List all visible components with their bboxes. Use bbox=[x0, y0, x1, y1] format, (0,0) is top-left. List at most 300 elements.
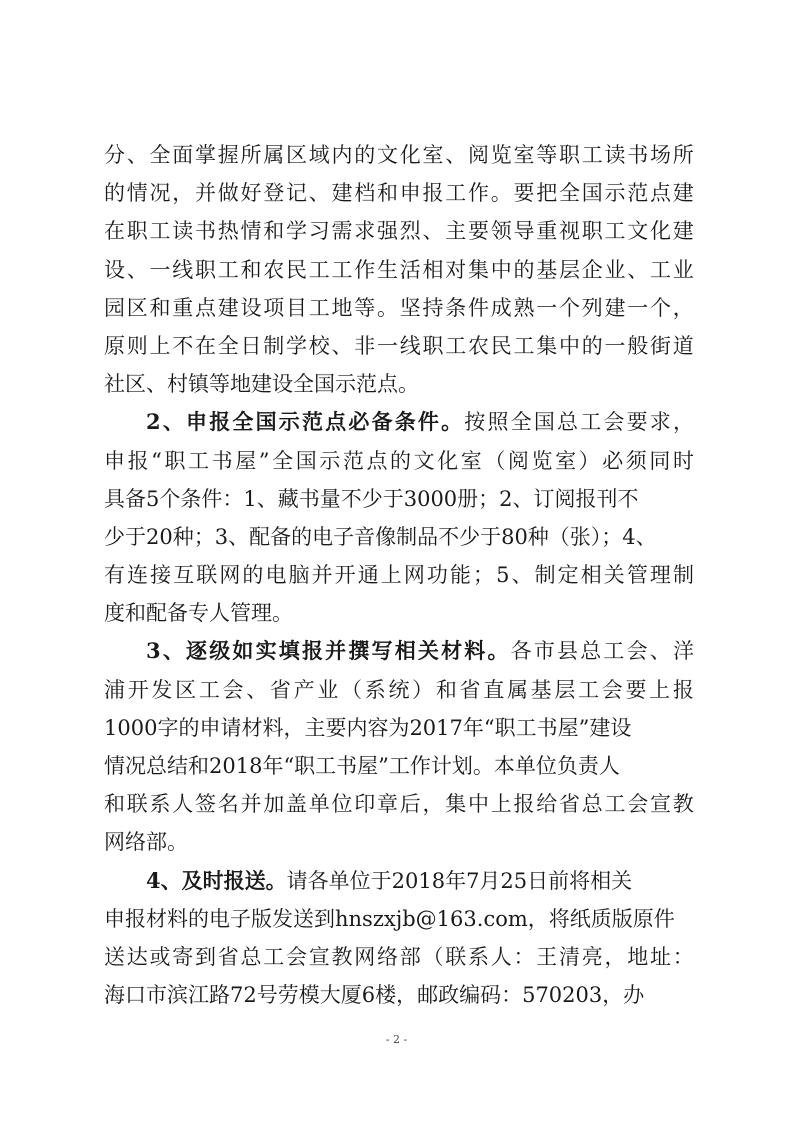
heading-char: 、 bbox=[162, 409, 184, 435]
text-char: 农 bbox=[263, 257, 285, 282]
text-char: 好 bbox=[240, 181, 262, 206]
text-char: 须 bbox=[625, 448, 647, 473]
text-char: ， bbox=[672, 295, 694, 320]
text-char: 并 bbox=[311, 563, 333, 588]
text-char: 要 bbox=[626, 410, 648, 435]
text-char: 并 bbox=[195, 181, 216, 206]
text-char: 档 bbox=[354, 181, 376, 206]
line-text: 申报材料的电子版发送到hnszxjb@163.com，将纸质版原件 bbox=[104, 906, 675, 931]
text-char: （ bbox=[484, 448, 506, 473]
text-char: 对 bbox=[445, 257, 467, 282]
text-char: 文 bbox=[413, 448, 435, 473]
heading-char: 材 bbox=[441, 638, 463, 664]
text-char: 览 bbox=[531, 448, 553, 473]
text-char: 室 bbox=[513, 143, 535, 167]
text-char: 属 bbox=[263, 143, 285, 167]
text-char: 基 bbox=[530, 677, 552, 702]
text-char: 人 bbox=[172, 792, 194, 817]
text-char: 业 bbox=[672, 257, 694, 282]
text-char: 会 bbox=[222, 677, 244, 702]
text-char: 生 bbox=[377, 257, 398, 282]
text-char: 集 bbox=[468, 257, 489, 282]
text-char: 总 bbox=[580, 639, 602, 664]
text-char: 报 bbox=[513, 792, 535, 817]
text-char: 一 bbox=[377, 333, 398, 358]
text-char: 会 bbox=[286, 944, 307, 969]
text-char: 园 bbox=[104, 295, 125, 320]
text-char: 民 bbox=[490, 333, 512, 358]
text-char: 网 bbox=[354, 944, 376, 969]
text-char: 的 bbox=[513, 257, 535, 282]
text-char: 会 bbox=[603, 410, 625, 435]
text-char: 送 bbox=[104, 944, 125, 969]
line-text: 网络部。 bbox=[104, 830, 188, 855]
text-char: 的 bbox=[390, 448, 412, 473]
text-char: 理 bbox=[649, 563, 671, 588]
text-char: 道 bbox=[672, 333, 694, 358]
text-char: 建 bbox=[217, 295, 239, 320]
heading-char: 示 bbox=[278, 409, 300, 435]
text-char: 总 bbox=[557, 410, 578, 435]
heading-char: 条 bbox=[394, 409, 416, 435]
text-char: 、 bbox=[445, 143, 467, 167]
text-char: 情 bbox=[126, 181, 148, 206]
text-char: 开 bbox=[334, 563, 356, 588]
line-text: 情况总结和2018年“职工书屋”工作计划。本单位负责人 bbox=[104, 754, 620, 778]
text-char: 。 bbox=[490, 181, 512, 206]
text-char: 相 bbox=[422, 257, 444, 282]
text-char: 求 bbox=[649, 410, 671, 435]
text-char: 总 bbox=[240, 944, 262, 969]
text-char: 全 bbox=[149, 143, 171, 167]
text-char: 建 bbox=[604, 295, 626, 320]
text-char: 文 bbox=[627, 219, 649, 244]
text-char: 不 bbox=[172, 333, 194, 358]
text-char: 点 bbox=[650, 181, 671, 206]
text-char: 学 bbox=[286, 333, 307, 358]
text-char: 、 bbox=[308, 181, 330, 206]
text-char: 区 bbox=[175, 677, 197, 702]
heading-char: 件 bbox=[417, 409, 439, 435]
text-char: 王 bbox=[536, 944, 558, 969]
text-char: 般 bbox=[627, 333, 649, 358]
text-char: 层 bbox=[559, 257, 580, 282]
text-char: 、 bbox=[627, 257, 649, 282]
text-char: 文 bbox=[377, 143, 398, 167]
text-char: 读 bbox=[172, 219, 194, 244]
text-char: 盖 bbox=[286, 792, 307, 817]
heading-char: 相 bbox=[394, 638, 416, 664]
text-char: 情 bbox=[240, 219, 262, 244]
heading-char: 料 bbox=[464, 638, 486, 664]
text-char: ， bbox=[604, 944, 626, 969]
text-char: 所 bbox=[672, 143, 694, 167]
text-char: 有 bbox=[104, 563, 125, 588]
text-char: 熟 bbox=[513, 295, 535, 320]
text-char: 原 bbox=[104, 333, 125, 358]
text-char: 上 bbox=[380, 563, 402, 588]
text-char: 范 bbox=[627, 181, 649, 206]
text-char: ； bbox=[473, 563, 494, 588]
page-number: - 2 - bbox=[385, 1033, 408, 1046]
body-line bbox=[104, 174, 694, 212]
heading-char: 、 bbox=[162, 638, 184, 664]
text-char: 报 bbox=[127, 448, 149, 473]
text-char: 工 bbox=[445, 333, 467, 358]
text-char: 关 bbox=[603, 563, 625, 588]
text-char: 建 bbox=[672, 181, 694, 206]
text-char: 宣 bbox=[308, 944, 330, 969]
line-text: 少于20种；3、配备的电子音像制品不少于80种（张）；4、 bbox=[104, 524, 657, 549]
text-char: 握 bbox=[217, 143, 239, 167]
text-char: 络 bbox=[377, 944, 398, 969]
text-char: 业 bbox=[604, 257, 626, 282]
text-char: 成 bbox=[490, 295, 512, 320]
heading-char: 并 bbox=[325, 638, 347, 664]
text-char: 条 bbox=[445, 295, 467, 320]
text-char: ） bbox=[578, 448, 600, 473]
text-char: 属 bbox=[506, 677, 528, 702]
body-line bbox=[104, 480, 694, 518]
text-char: 省 bbox=[559, 792, 580, 817]
text-char: 网 bbox=[403, 563, 425, 588]
text-char: 在 bbox=[195, 333, 216, 358]
text-char: 工 bbox=[650, 257, 671, 282]
heading-char: 范 bbox=[301, 409, 323, 435]
text-char: 系 bbox=[149, 792, 171, 817]
text-char: 中 bbox=[559, 333, 580, 358]
text-char: （ bbox=[422, 944, 444, 969]
text-char: 宣 bbox=[650, 792, 671, 817]
text-char: 5 bbox=[496, 563, 510, 588]
text-char: 重 bbox=[536, 219, 558, 244]
text-char: 示 bbox=[604, 181, 626, 206]
text-char: 点 bbox=[195, 295, 216, 320]
text-char: 线 bbox=[399, 333, 421, 358]
text-char: 区 bbox=[126, 295, 148, 320]
text-char: 联 bbox=[196, 563, 218, 588]
text-char: 管 bbox=[626, 563, 648, 588]
text-char: 统 bbox=[388, 677, 410, 702]
text-char: 登 bbox=[263, 181, 285, 206]
body-line bbox=[104, 365, 694, 403]
body-line bbox=[104, 671, 694, 709]
heading-char: 填 bbox=[278, 638, 300, 664]
heading-char: 3 bbox=[146, 638, 161, 664]
text-char: 和 bbox=[149, 295, 171, 320]
body-line bbox=[104, 594, 694, 632]
body-line bbox=[104, 938, 694, 976]
text-char: 加 bbox=[263, 792, 285, 817]
text-char: 功 bbox=[426, 563, 448, 588]
text-char: 位 bbox=[331, 792, 353, 817]
text-char: 室 bbox=[555, 448, 577, 473]
text-char: 民 bbox=[286, 257, 307, 282]
text-char: 工 bbox=[603, 639, 625, 664]
text-char: 的 bbox=[354, 143, 376, 167]
text-char: 强 bbox=[377, 219, 398, 244]
heading-char: 必 bbox=[348, 409, 370, 435]
text-char: 坚 bbox=[399, 295, 421, 320]
text-char: 职 bbox=[195, 257, 216, 282]
text-char: 清 bbox=[559, 944, 580, 969]
text-char: 工 bbox=[604, 219, 626, 244]
text-char: 的 bbox=[242, 563, 264, 588]
text-char: 化 bbox=[399, 143, 421, 167]
text-char: 省 bbox=[217, 944, 239, 969]
text-char: 和 bbox=[435, 677, 457, 702]
text-char: ， bbox=[172, 181, 194, 206]
text-char: 建 bbox=[331, 181, 353, 206]
heading-char: 逐 bbox=[186, 638, 207, 664]
text-char: 阅 bbox=[468, 143, 489, 167]
body-line bbox=[104, 136, 694, 174]
line-text: 请各单位于2018年7月25日前将相关 bbox=[286, 868, 633, 893]
text-char: 工 bbox=[581, 143, 603, 167]
text-char: 工 bbox=[263, 944, 285, 969]
heading-char: 。 bbox=[441, 409, 463, 435]
text-char: 、 bbox=[126, 143, 148, 167]
text-char: 和 bbox=[263, 219, 285, 244]
text-char: 电 bbox=[265, 563, 287, 588]
text-char: 读 bbox=[604, 143, 626, 167]
heading-char: 级 bbox=[209, 638, 231, 664]
text-char: 工 bbox=[188, 448, 210, 473]
document-body bbox=[104, 136, 694, 1014]
text-char: 地 bbox=[627, 944, 649, 969]
text-char: 学 bbox=[286, 219, 307, 244]
text-char: 全 bbox=[559, 181, 580, 206]
text-char: 工 bbox=[331, 257, 353, 282]
text-char: 视 bbox=[559, 219, 580, 244]
body-line bbox=[104, 785, 694, 823]
text-char: 会 bbox=[601, 677, 623, 702]
text-char: 屋 bbox=[235, 448, 257, 473]
text-char: 烈 bbox=[399, 219, 421, 244]
text-char: 领 bbox=[490, 219, 512, 244]
text-char: 制 bbox=[672, 563, 694, 588]
heading-char: 国 bbox=[255, 409, 277, 435]
text-char: 个 bbox=[650, 295, 671, 320]
line-text: 1000字的申请材料，主要内容为2017年“职工书屋”建设 bbox=[104, 715, 632, 740]
text-char: 和 bbox=[377, 181, 398, 206]
text-char: 掌 bbox=[195, 143, 216, 167]
text-char: 域 bbox=[308, 143, 330, 167]
text-char: 则 bbox=[126, 333, 148, 358]
text-char: ： bbox=[513, 944, 535, 969]
section-heading-line bbox=[104, 862, 694, 900]
text-char: 中 bbox=[468, 792, 489, 817]
text-char: 照 bbox=[487, 410, 509, 435]
text-char: 印 bbox=[354, 792, 376, 817]
text-char: 览 bbox=[490, 143, 512, 167]
line-text: 度和配备专人管理。 bbox=[104, 601, 293, 626]
text-char: 列 bbox=[581, 295, 603, 320]
heading-char: 报 bbox=[209, 409, 231, 435]
text-char: 把 bbox=[536, 181, 558, 206]
text-char: 要 bbox=[513, 181, 535, 206]
text-char: 申 bbox=[399, 181, 421, 206]
text-char: 集 bbox=[536, 333, 558, 358]
text-char: （ bbox=[341, 677, 363, 702]
text-char: 工 bbox=[580, 410, 602, 435]
text-char: 书 bbox=[627, 143, 649, 167]
text-char: 必 bbox=[602, 448, 624, 473]
text-char: 教 bbox=[672, 792, 694, 817]
text-char: 国 bbox=[581, 181, 603, 206]
body-line bbox=[104, 518, 694, 556]
text-char: 记 bbox=[286, 181, 307, 206]
text-char: 设 bbox=[240, 295, 262, 320]
text-char: 和 bbox=[240, 257, 262, 282]
text-char: 名 bbox=[217, 792, 239, 817]
text-char: 、 bbox=[511, 563, 533, 588]
text-char: 脑 bbox=[288, 563, 310, 588]
heading-char: 。 bbox=[487, 638, 509, 664]
text-char: 件 bbox=[468, 295, 489, 320]
text-char: 发 bbox=[151, 677, 173, 702]
text-char: 达 bbox=[126, 944, 148, 969]
text-char: 章 bbox=[377, 792, 398, 817]
text-char: 一 bbox=[149, 257, 171, 282]
text-char: 工 bbox=[604, 792, 626, 817]
text-char: 工 bbox=[513, 333, 535, 358]
text-char: 工 bbox=[308, 295, 330, 320]
text-char: 作 bbox=[468, 181, 489, 206]
text-char: 重 bbox=[172, 295, 194, 320]
section-heading-line bbox=[104, 403, 694, 441]
heading-char: 点 bbox=[325, 409, 347, 435]
text-char: 总 bbox=[581, 792, 603, 817]
text-char: 给 bbox=[536, 792, 558, 817]
text-char: 一 bbox=[536, 295, 558, 320]
text-char: 上 bbox=[149, 333, 171, 358]
text-char: 企 bbox=[581, 257, 603, 282]
text-char: 街 bbox=[650, 333, 671, 358]
text-char: 亮 bbox=[581, 944, 603, 969]
body-line bbox=[104, 900, 694, 938]
text-char: 日 bbox=[240, 333, 262, 358]
heading-char: 备 bbox=[371, 409, 393, 435]
text-char: 报 bbox=[672, 677, 694, 702]
text-char: 连 bbox=[127, 563, 149, 588]
text-char: 建 bbox=[672, 219, 694, 244]
text-char: 制 bbox=[534, 563, 556, 588]
heading-char: 撰 bbox=[348, 638, 370, 664]
text-char: 一 bbox=[627, 295, 649, 320]
text-char: 部 bbox=[399, 944, 421, 969]
text-char: 省 bbox=[459, 677, 481, 702]
text-char: 申 bbox=[104, 448, 125, 473]
text-char: 书 bbox=[195, 219, 216, 244]
text-char: 会 bbox=[626, 639, 648, 664]
text-char: 地 bbox=[331, 295, 353, 320]
text-char: 职 bbox=[126, 219, 148, 244]
text-char: ： bbox=[672, 944, 694, 969]
text-char: 等 bbox=[354, 295, 376, 320]
text-char: 中 bbox=[490, 257, 512, 282]
text-char: 互 bbox=[173, 563, 195, 588]
text-char: 全 bbox=[272, 448, 294, 473]
heading-char: 2 bbox=[146, 409, 161, 435]
text-char: 区 bbox=[286, 143, 307, 167]
text-char: 职 bbox=[164, 448, 186, 473]
text-char: 点 bbox=[366, 448, 388, 473]
text-char: 职 bbox=[559, 143, 580, 167]
line-text: 社区、村镇等地建设全国示范点。 bbox=[104, 372, 419, 397]
text-char: 人 bbox=[490, 944, 512, 969]
text-char: 签 bbox=[195, 792, 216, 817]
text-char: 教 bbox=[331, 944, 353, 969]
text-char: 设 bbox=[104, 257, 125, 282]
text-char: 系 bbox=[364, 677, 386, 702]
text-char: 寄 bbox=[172, 944, 194, 969]
text-char: 、 bbox=[649, 639, 671, 664]
text-char: 工 bbox=[198, 677, 220, 702]
text-char: ， bbox=[422, 792, 444, 817]
line-text: 海口市滨江路72号劳模大厦6楼，邮政编码：570203，办 bbox=[104, 983, 645, 1008]
text-char: 职 bbox=[581, 219, 603, 244]
text-char: 并 bbox=[240, 792, 262, 817]
text-char: 系 bbox=[468, 944, 489, 969]
text-char: 接 bbox=[150, 563, 172, 588]
body-line bbox=[104, 556, 694, 594]
body-line bbox=[104, 327, 694, 365]
text-char: 市 bbox=[533, 639, 555, 664]
text-char: 热 bbox=[217, 219, 239, 244]
text-char: 化 bbox=[650, 219, 671, 244]
text-char: 场 bbox=[650, 143, 671, 167]
text-char: 活 bbox=[399, 257, 421, 282]
text-char: 全 bbox=[510, 410, 532, 435]
body-line bbox=[104, 747, 694, 785]
text-char: 工 bbox=[149, 219, 171, 244]
text-char: 浦 bbox=[104, 677, 125, 702]
text-char: 阅 bbox=[507, 448, 529, 473]
text-char: 层 bbox=[554, 677, 576, 702]
text-char: 和 bbox=[104, 792, 125, 817]
text-char: 范 bbox=[342, 448, 364, 473]
text-char: “ bbox=[151, 448, 162, 473]
text-char: 洋 bbox=[672, 639, 694, 664]
body-line bbox=[104, 823, 694, 861]
text-char: 省 bbox=[269, 677, 291, 702]
heading-char: 关 bbox=[417, 638, 439, 664]
text-char: 或 bbox=[149, 944, 171, 969]
text-char: 校 bbox=[308, 333, 330, 358]
text-char: 全 bbox=[217, 333, 239, 358]
text-char: 个 bbox=[559, 295, 580, 320]
text-char: 到 bbox=[195, 944, 216, 969]
text-char: 联 bbox=[126, 792, 148, 817]
text-char: ” bbox=[258, 448, 270, 473]
text-char: 目 bbox=[286, 295, 307, 320]
text-char: 工 bbox=[308, 257, 330, 282]
text-char: 相 bbox=[580, 563, 602, 588]
text-char: 分 bbox=[104, 143, 125, 167]
heading-char: 全 bbox=[232, 409, 254, 435]
heading-char: 申 bbox=[186, 409, 207, 435]
text-char: 职 bbox=[422, 333, 444, 358]
text-char: 产 bbox=[293, 677, 315, 702]
text-char: 室 bbox=[460, 448, 482, 473]
text-char: 做 bbox=[217, 181, 239, 206]
text-char: 工 bbox=[217, 257, 239, 282]
body-line bbox=[104, 976, 694, 1014]
text-char: 况 bbox=[149, 181, 171, 206]
text-char: 室 bbox=[422, 143, 444, 167]
text-char: 示 bbox=[319, 448, 341, 473]
